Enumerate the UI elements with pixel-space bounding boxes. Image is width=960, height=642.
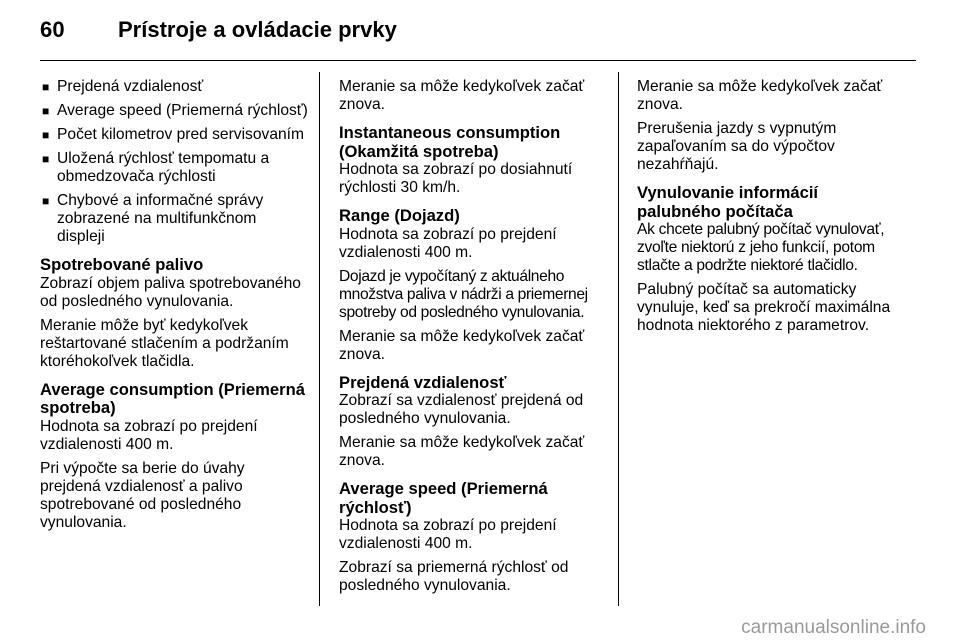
paragraph: Zobrazí sa vzdialenosť prejdená od posledného vynulovania. xyxy=(339,392,584,427)
paragraph: Hodnota sa zobrazí po prejdení vzdialenosti 400 m. xyxy=(339,225,557,261)
feature-bullet-list xyxy=(40,78,308,246)
paragraph: Hodnota sa zobrazí po dosiahnutí rýchlosti 30 km/h. xyxy=(339,161,573,196)
section-heading: Vynulovanie informácií palubného počítača xyxy=(637,183,819,221)
column-divider-1 xyxy=(319,72,320,606)
paragraph: Ak chcete palubný počítač vynulovať, zvoľte niektorú z jeho funkcií, potom stlačte a podržte niektoré tlačidlo. xyxy=(637,221,885,274)
section-heading: Instantaneous consumption (Okamžitá spotreba) xyxy=(339,123,561,161)
list-item: ■ Average speed (Priemerná rýchlosť) xyxy=(42,102,308,119)
list-item: ■ Chybové a informačné správy zobrazené na multifunkčnom displeji xyxy=(42,192,264,245)
list-item: ■ Prejdená vzdialenosť xyxy=(42,78,204,95)
section-heading: Prejdená vzdialenosť xyxy=(339,372,507,392)
paragraph: Prerušenia jazdy s vypnutým zapaľovaním sa do výpočtov nezahŕňajú. xyxy=(637,120,837,173)
column-divider-2 xyxy=(618,72,619,606)
paragraph: Dojazd je vypočítaný z aktuálneho množstva paliva v nádrži a priemernej spotreby od posledného vynulovania. xyxy=(339,267,588,321)
page-number: 60 xyxy=(40,17,65,42)
section-heading: Range (Dojazd) xyxy=(339,206,460,225)
square-bullet-icon: ■ xyxy=(42,194,50,208)
paragraph: Hodnota sa zobrazí po prejdení vzdialenosti 400 m. xyxy=(40,417,258,453)
square-bullet-icon: ■ xyxy=(42,128,50,142)
square-bullet-icon: ■ xyxy=(42,80,50,94)
list-item: ■ Počet kilometrov pred servisovaním xyxy=(42,126,304,143)
square-bullet-icon: ■ xyxy=(42,104,50,118)
column-2 xyxy=(339,78,605,601)
list-item: ■ Uložená rýchlosť tempomatu a obmedzovača rýchlosti xyxy=(42,150,270,185)
paragraph: Pri výpočte sa berie do úvahy prejdená vzdialenosť a palivo spotrebované od posledného vynulovania. xyxy=(40,459,245,531)
paragraph: Meranie sa môže kedykoľvek začať znova. xyxy=(339,78,585,113)
paragraph: Meranie sa môže kedykoľvek začať znova. xyxy=(339,434,585,469)
column-3 xyxy=(637,78,905,341)
section-heading: Spotrebované palivo xyxy=(40,255,204,274)
column-1 xyxy=(40,78,308,538)
page-title: Prístroje a ovládacie prvky xyxy=(118,17,397,42)
page-header xyxy=(0,0,960,62)
paragraph: Meranie sa môže kedykoľvek začať znova. xyxy=(339,327,585,363)
watermark: carmanualsonline.info xyxy=(741,617,926,638)
square-bullet-icon: ■ xyxy=(42,152,50,166)
paragraph: Zobrazí objem paliva spotrebovaného od posledného vynulovania. xyxy=(40,274,301,310)
paragraph: Palubný počítač sa automaticky vynuluje, keď sa prekročí maximálna hodnota niektorého z parametrov. xyxy=(637,281,891,334)
paragraph: Zobrazí sa priemerná rýchlosť od posledného vynulovania. xyxy=(339,559,569,594)
section-heading: Average consumption (Priemerná spotreba) xyxy=(40,379,305,417)
header-rule xyxy=(40,60,916,61)
section-heading: Average speed (Priemerná rýchlosť) xyxy=(339,479,548,517)
paragraph: Meranie sa môže kedykoľvek začať znova. xyxy=(637,78,883,113)
paragraph: Meranie môže byť kedykoľvek reštartované stlačením a podržaním ktoréhokoľvek tlačidla. xyxy=(40,316,289,370)
paragraph: Hodnota sa zobrazí po prejdení vzdialenosti 400 m. xyxy=(339,517,557,552)
